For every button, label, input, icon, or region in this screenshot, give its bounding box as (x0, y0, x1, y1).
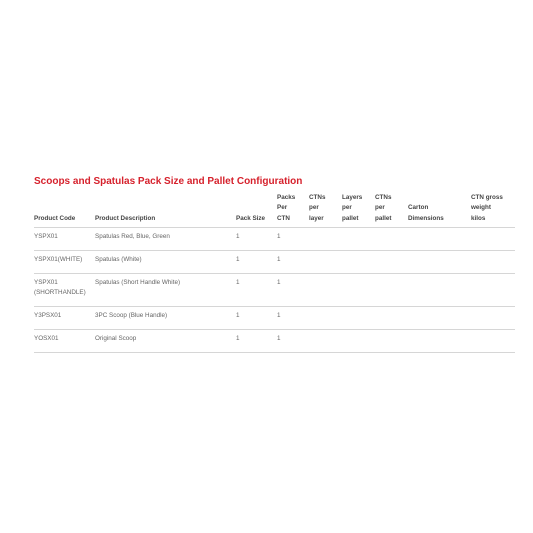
header-pack-size (236, 214, 265, 224)
header-ctn-gross-weight-line3: kilos (471, 214, 486, 222)
header-carton-dimensions-line2: Dimensions (408, 214, 444, 222)
header-ctn-gross-weight-line1: CTN gross (471, 193, 503, 201)
header-ctns-per-pallet-line3: pallet (375, 214, 392, 222)
header-ctn-gross-weight-line2: weight (471, 204, 491, 212)
product-description-cell: Original Scoop (95, 335, 137, 342)
packs-per-ctn-cell: 1 (277, 256, 281, 263)
header-product-code (34, 214, 75, 224)
product-code: YSPX01 (34, 233, 58, 240)
pack-size-cell: 1 (236, 256, 240, 263)
header-carton-dimensions-line1: Carton (408, 204, 429, 212)
product-code-line1: YSPX01 (34, 279, 58, 286)
header-ctns-per-pallet-line2: per (375, 204, 385, 212)
header-ctn-gross-weight (471, 193, 503, 224)
header-ctns-per-layer-line2: per (309, 204, 319, 212)
pack-size-cell: 1 (236, 335, 240, 342)
header-carton-dimensions (408, 203, 444, 224)
product-code: YOSX01 (34, 335, 59, 342)
product-code: YSPX01(WHITE) (34, 256, 83, 263)
pack-size-cell: 1 (236, 312, 240, 319)
packs-per-ctn-cell: 1 (277, 233, 281, 240)
table-row (34, 251, 515, 274)
table-title: Scoops and Spatulas Pack Size and Pallet Configuration (34, 176, 303, 187)
header-packs-per-ctn-line1: Packs (277, 193, 296, 201)
header-product-description (95, 214, 155, 224)
table-row (34, 274, 515, 307)
product-code-cell (34, 278, 86, 299)
header-ctns-per-layer (309, 193, 325, 224)
product-description-cell: Spatulas (Short Handle White) (95, 279, 181, 286)
header-layers-per-pallet-line2: per (342, 204, 352, 212)
header-layers-per-pallet-line3: pallet (342, 214, 359, 222)
packs-per-ctn-cell: 1 (277, 312, 281, 319)
header-ctns-per-layer-line1: CTNs (309, 193, 326, 201)
product-code-cell (34, 255, 82, 265)
packs-per-ctn-cell: 1 (277, 335, 281, 342)
header-ctns-per-pallet-line1: CTNs (375, 193, 392, 201)
header-packs-per-ctn-line3: CTN (277, 214, 290, 222)
header-product-code-label: Product Code (34, 214, 76, 222)
header-packs-per-ctn-line2: Per (277, 204, 288, 212)
header-layers-per-pallet (342, 193, 362, 224)
header-layers-per-pallet-line1: Layers (342, 193, 363, 201)
product-code: Y3PSX01 (34, 312, 62, 319)
header-ctns-per-layer-line3: layer (309, 214, 324, 222)
table-row (34, 228, 515, 251)
product-description-cell: 3PC Scoop (Blue Handle) (95, 312, 168, 319)
header-product-description-label: Product Description (95, 214, 156, 222)
header-packs-per-ctn (277, 193, 295, 224)
packs-per-ctn-cell: 1 (277, 279, 281, 286)
product-code-cell (34, 311, 61, 321)
product-code-cell (34, 334, 59, 344)
header-ctns-per-pallet (375, 193, 391, 224)
product-code-line2: (SHORTHANDLE) (34, 289, 86, 297)
table-row (34, 330, 515, 353)
header-pack-size-label: Pack Size (236, 214, 266, 222)
pack-size-table (34, 194, 515, 353)
product-code-cell (34, 232, 58, 242)
pack-size-cell: 1 (236, 279, 240, 286)
table-row (34, 307, 515, 330)
product-description-cell: Spatulas (White) (95, 256, 142, 263)
table-header-row (34, 194, 515, 228)
pack-size-cell: 1 (236, 233, 240, 240)
product-description-cell: Spatulas Red, Blue, Green (95, 233, 170, 240)
